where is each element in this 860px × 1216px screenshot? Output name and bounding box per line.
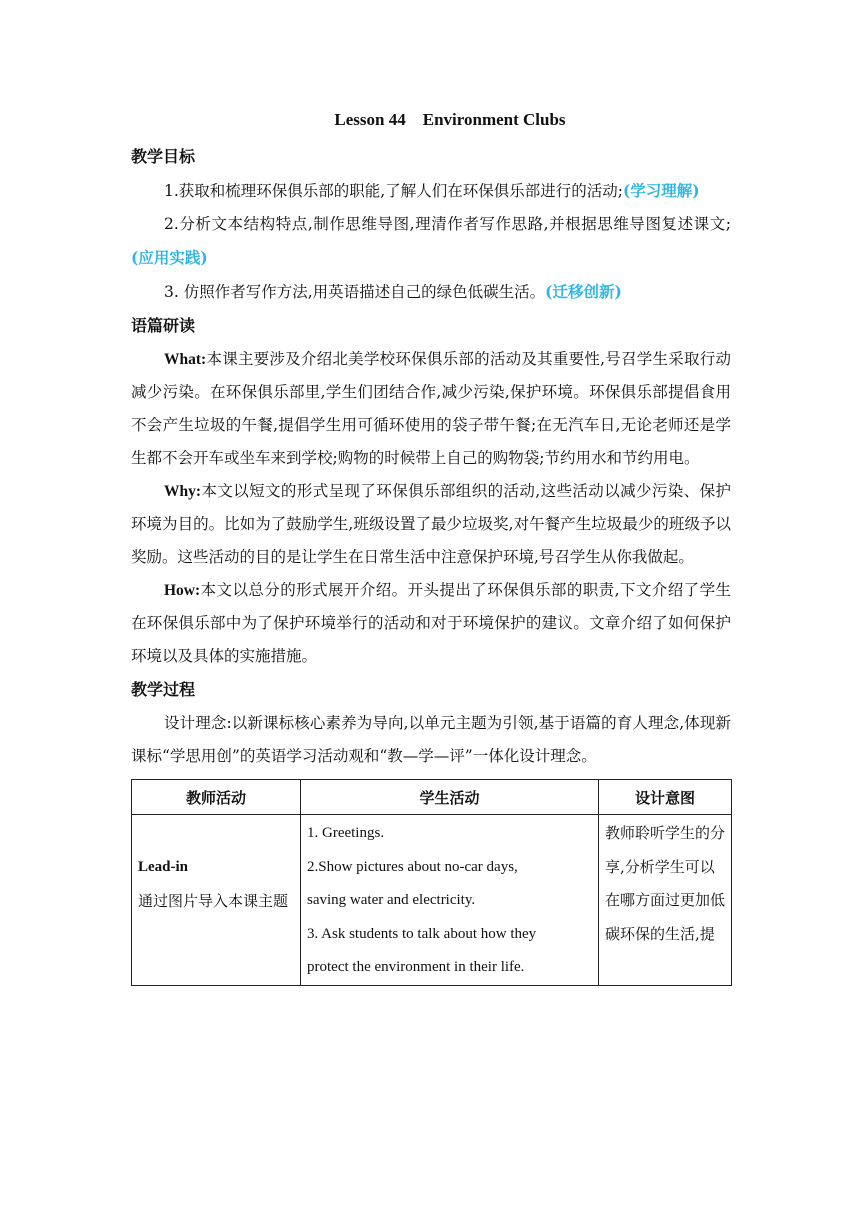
goals-heading: 教学目标 bbox=[131, 147, 196, 166]
table-row bbox=[132, 815, 732, 986]
why-paragraph bbox=[131, 475, 731, 574]
how-text: 本文以总分的形式展开介绍。开头提出了环保俱乐部的职责,下文介绍了学生在环保俱乐部中为了保护环境举行的活动和对于环境保护的建议。文章介绍了如何保护环境以及具体的实施措施。 bbox=[131, 581, 731, 665]
goal-tag: (应用实践) bbox=[131, 248, 208, 267]
how-paragraph bbox=[131, 574, 731, 673]
goal-tag: (迁移创新) bbox=[545, 282, 622, 301]
student-line: 2.Show pictures about no-car days, bbox=[307, 858, 518, 875]
student-line: 1. Greetings. bbox=[307, 825, 385, 841]
goal-text: 3. 仿照作者写作方法,用英语描述自己的绿色低碳生活。 bbox=[164, 283, 546, 301]
goal-text: 1.获取和梳理环保俱乐部的职能,了解人们在环保俱乐部进行的活动; bbox=[164, 182, 623, 200]
goal-item-1 bbox=[131, 174, 731, 208]
lesson-title: Lesson 44 Environment Clubs bbox=[334, 110, 566, 129]
activity-table bbox=[131, 779, 732, 986]
teacher-activity-cell bbox=[132, 815, 301, 986]
reading-heading: 语篇研读 bbox=[131, 316, 196, 335]
goal-text: 2.分析文本结构特点,制作思维导图,理清作者写作思路,并根据思维导图复述课文; bbox=[164, 215, 731, 233]
goal-item-2 bbox=[131, 208, 731, 275]
teacher-activity-text: 通过图片导入本课主题 bbox=[138, 891, 289, 910]
header-student: 学生活动 bbox=[301, 780, 599, 815]
why-text: 本文以短文的形式呈现了环保俱乐部组织的活动,这些活动以减少污染、保护环境为目的。比如为了鼓励学生,班级设置了最少垃圾奖,对午餐产生垃圾最少的班级予以奖励。这些活动的目的是让学生在日常生活中注意保护环境,号召学生从你我做起。 bbox=[131, 482, 731, 566]
design-intent-cell: 教师聆听学生的分享,分析学生可以在哪方面过更加低碳环保的生活,提 bbox=[599, 815, 732, 986]
content bbox=[131, 140, 731, 986]
what-paragraph bbox=[131, 343, 731, 475]
why-label: Why: bbox=[164, 483, 202, 500]
process-intro: 设计理念:以新课标核心素养为导向,以单元主题为引领,基于语篇的育人理念,体现新课标“学思用创”的英语学习活动观和“教—学—评”一体化设计理念。 bbox=[131, 714, 731, 765]
student-activity-cell bbox=[301, 815, 599, 986]
goal-tag: (学习理解) bbox=[622, 181, 700, 200]
student-line: protect the environment in their life. bbox=[307, 959, 525, 975]
student-line: 3. Ask students to talk about how they bbox=[307, 925, 537, 942]
how-label: How: bbox=[164, 582, 201, 599]
header-teacher: 教师活动 bbox=[132, 780, 301, 815]
what-label: What: bbox=[164, 351, 207, 368]
student-line: saving water and electricity. bbox=[307, 892, 476, 908]
header-intent: 设计意图 bbox=[599, 780, 732, 815]
process-heading: 教学过程 bbox=[131, 680, 196, 699]
table-header-row bbox=[132, 780, 732, 815]
teacher-activity-title: Lead-in bbox=[138, 859, 189, 875]
what-text: 本课主要涉及介绍北美学校环保俱乐部的活动及其重要性,号召学生采取行动减少污染。在环保俱乐部里,学生们团结合作,减少污染,保护环境。环保俱乐部提倡食用不会产生垃圾的午餐,提倡学生用可循环使用的袋子带午餐;在无汽车日,无论老师还是学生都不会开车或坐车来到学校;购物的时候带上自己的购物袋;节约用水和节约用电。 bbox=[131, 350, 731, 467]
goal-item-3 bbox=[131, 275, 731, 309]
